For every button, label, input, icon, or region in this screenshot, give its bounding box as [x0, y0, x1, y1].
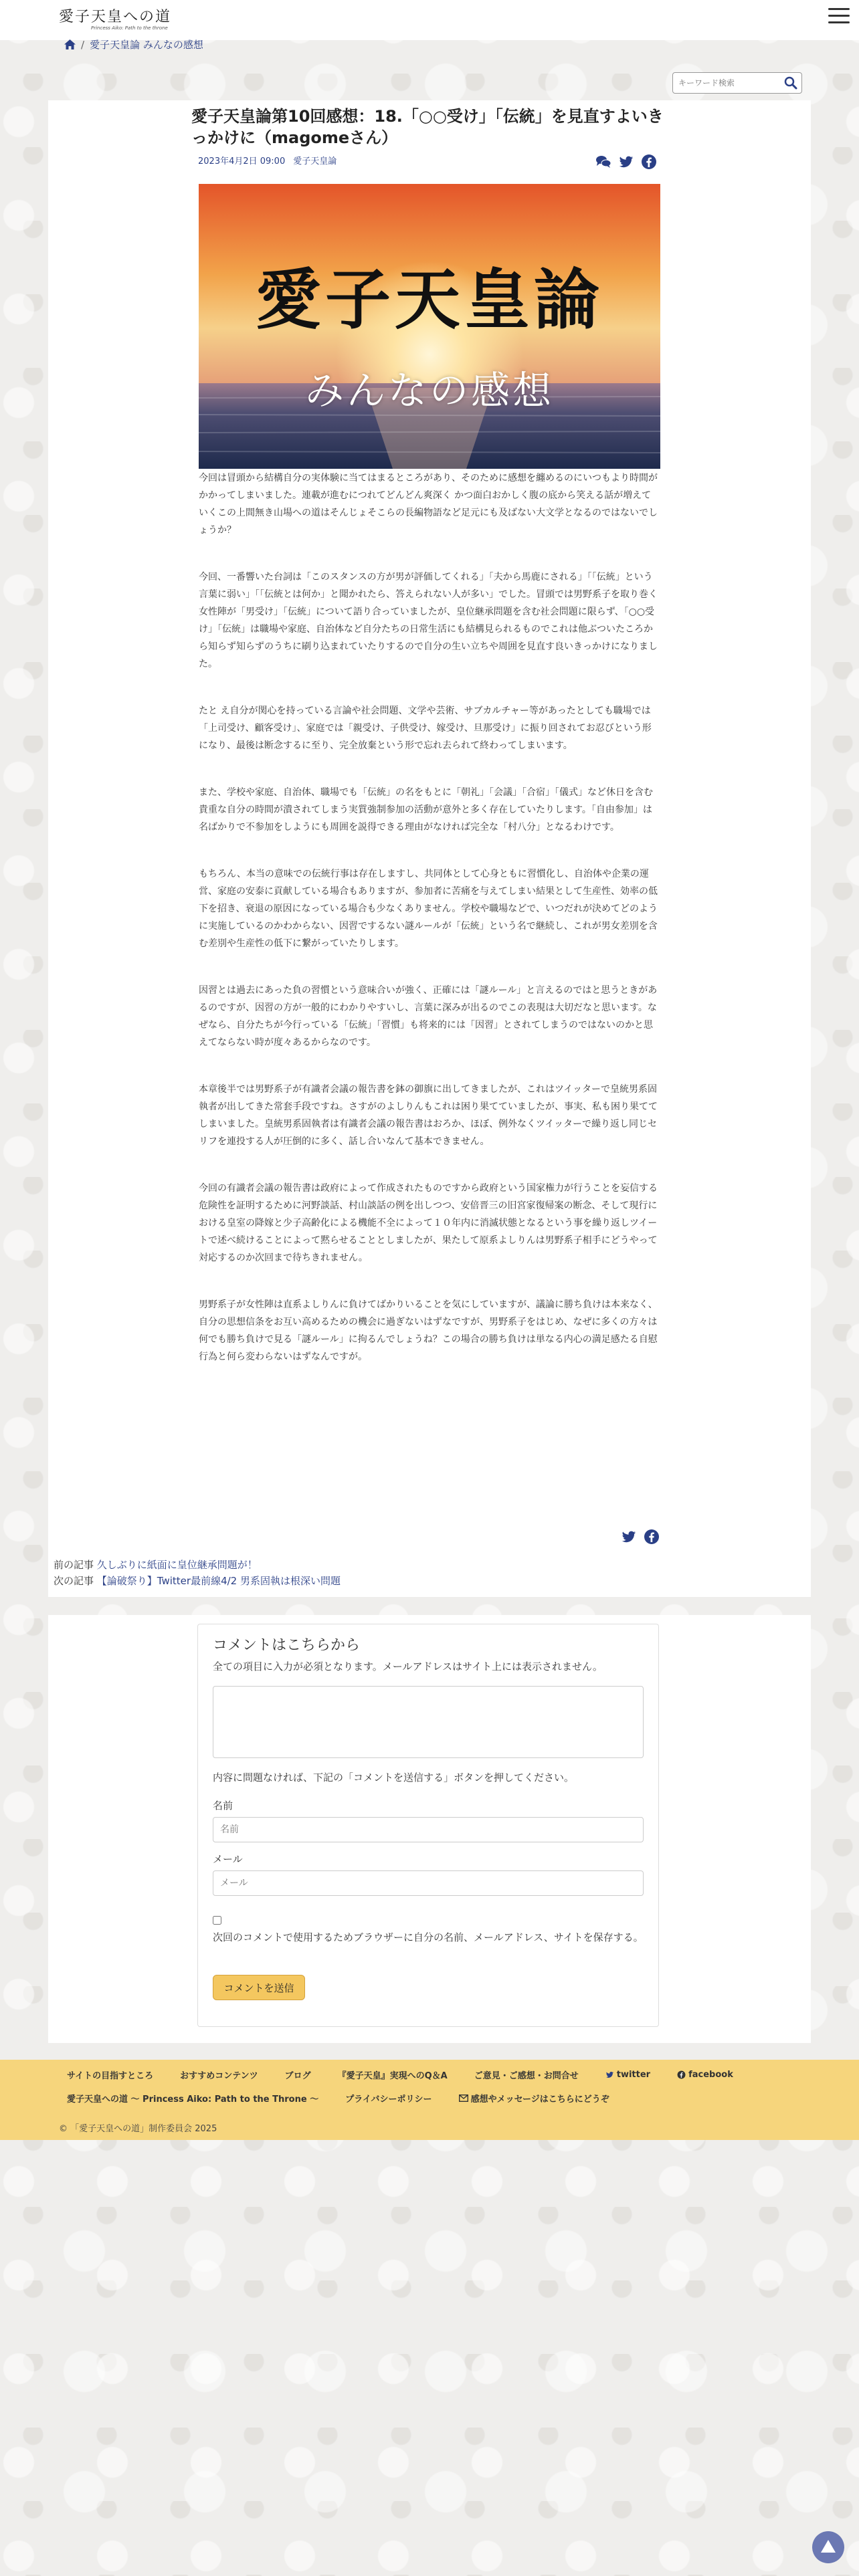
- name-label: 名前: [213, 1800, 233, 1812]
- paragraph: 今回、一番響いた台詞は「このスタンスの方が男が評価してくれる」「夫から馬鹿にされる」「「伝統」という言葉に弱い」「「伝統とは何か」と聞かれたら、答えられない人が多い」でした。冒頭では男野系子を取り巻く女性陣が「男受け」「伝統」について語り合っていましたが、皇位継承問題を含む社会問題に限らず、「○○受け」「伝統」は職場や家庭、自治体など自分たちの日常生活にも結構見られるものでこれは他ぶついたころから知らず知らずのうちに刷り込まれていたりするので自分の生い立ちや周囲を見直す良いきっかけになりました。: [199, 572, 658, 669]
- paragraph: 男野系子が女性陣は直系よしりんに負けてばかりいることを気にしていますが、議論に勝ち負けは本来なく、自分の思想信条をお互い高めるための機会に過ぎないはずなですが、男野系子をはじめ、なぜに多くの方々は何でも勝ち負けで見る「謎ルール」に拘るんでしょうね？この場合の勝ち負けは単なる内心の満足感たる自慰行為と何ら変わらないはずなんですが。: [199, 1299, 658, 1362]
- comment-heading: コメントはこちらから: [213, 1637, 361, 1654]
- footer-links-row-1: [67, 2068, 733, 2081]
- email-label: メール: [213, 1853, 243, 1865]
- comment-textarea[interactable]: [213, 1686, 644, 1758]
- share-buttons-top: [595, 154, 657, 170]
- prev-post-link[interactable]: 久しぶりに紙面に皇位継承問題が！: [96, 1559, 258, 1571]
- twitter-icon: [605, 2070, 614, 2079]
- comment-form: [197, 1624, 659, 2027]
- twitter-icon[interactable]: [621, 1529, 637, 1545]
- envelope-icon: [459, 2095, 468, 2102]
- paragraph: 今回は冒頭から結構自分の実体験に当てはまるところがあり、そのために感想を纏めるのにいつもより時間がかかってしまいました。連載が進むにつれてどんどん爽深く かつ面白おかしく腹の底から笑える話が増えていくこの上間無き山場への道はそんじょそこらの長編物語など足元にも及ばない大文学となるのではないでしょうか？: [199, 473, 658, 536]
- facebook-icon[interactable]: [641, 154, 657, 170]
- post-navigation: [54, 1557, 341, 1589]
- post-title: 愛子天皇論第10回感想：18.「○○受け」「伝統」を見直すよいきっかけに（magomeさん）: [191, 107, 664, 147]
- site-footer: [0, 2060, 859, 2140]
- logo-text: 愛子天皇への道: [59, 9, 172, 25]
- breadcrumb-separator: /: [81, 38, 85, 51]
- breadcrumb-category-link[interactable]: 愛子天皇論 みんなの感想: [90, 39, 203, 51]
- paragraph: もちろん、本当の意味での伝統行事は存在しますし、共同体として心身ともに習慣化し、自治体や企業の運営、家庭の安泰に貢献している場合もありますが、参加者に苦痛を与えてしまい結果として生産性、効率の低下を招き、衰退の原因になっている場合も少なくありません。学校や職場などで、いつだれが決めてどのように実施しているのかわからない、因習でするない謎ルールが「伝統」という名で継続し、これが男女差別を含む差別や生産性の低下に繋がっていたりします。: [199, 869, 658, 949]
- next-post-label: 次の記事: [54, 1575, 94, 1587]
- footer-facebook-label: facebook: [688, 2070, 733, 2080]
- site-logo[interactable]: [59, 5, 172, 32]
- hero-image: [199, 184, 660, 469]
- home-icon[interactable]: [64, 39, 76, 49]
- footer-link-twitter[interactable]: [605, 2070, 650, 2080]
- search-input[interactable]: [677, 76, 780, 90]
- footer-links-row-2: [67, 2092, 609, 2105]
- footer-twitter-label: twitter: [616, 2070, 651, 2080]
- email-field[interactable]: [213, 1870, 644, 1896]
- prev-post: [54, 1557, 341, 1573]
- facebook-icon: [677, 2070, 686, 2079]
- paragraph: たと え自分が関心を持っている言論や社会問題、文学や芸術、サブカルチャー等があったとしても職場では「上司受け、顧客受け」、家庭では「親受け、子供受け、嫁受け、旦那受け」に振り回されてお忍びという形になり、最後は断念するに至り、完全放棄という形で忘れ去られて終わってしまいます。: [199, 706, 652, 751]
- footer-link-contact[interactable]: ご意見・ご感想・お問合せ: [474, 2071, 579, 2081]
- name-field[interactable]: [213, 1817, 644, 1842]
- back-to-top-button[interactable]: [812, 2531, 844, 2563]
- site-header: [0, 0, 859, 40]
- share-buttons-bottom: [621, 1529, 660, 1545]
- next-post-link[interactable]: 【論破祭り】Twitter最前線4/2 男系固執は根深い問題: [96, 1575, 341, 1587]
- post-date: 2023年4月2日 09:00: [198, 156, 286, 167]
- footer-link-facebook[interactable]: [677, 2070, 733, 2080]
- copyright: © 「愛子天皇への道」制作委員会 2025: [59, 2124, 217, 2134]
- search-box: [672, 72, 802, 94]
- comments-icon[interactable]: [595, 154, 611, 170]
- submit-comment-button[interactable]: コメントを送信: [213, 1975, 305, 2000]
- footer-link-message[interactable]: [459, 2092, 609, 2105]
- article-body: [199, 469, 660, 1395]
- required-note: 全ての項目に入力が必須となります。メールアドレスはサイト上には表示されません。: [213, 1660, 603, 1673]
- breadcrumb: [64, 37, 203, 51]
- facebook-icon[interactable]: [644, 1529, 660, 1545]
- paragraph: 今回の有識者会議の報告書は政府によって作成されたものですから政府という国家権力が行うことを妄信する危険性を証明するために河野談話、村山談話の例を出しつつ、安倍晋三の旧宮家復帰案の断念、そして現行における皇室の降嫁と少子高齢化による機能不全によって１０年内に消滅状態となるという事を繰り返しツイートで述べ続けることによって黙らせることとしましたが、果たして原系よしりんは男野系子相手にどうやって対応するのか次回まで待ちきれません。: [199, 1183, 658, 1263]
- footer-link-privacy[interactable]: プライバシーポリシー: [345, 2095, 432, 2105]
- save-info-label: 次回のコメントで使用するためブラウザーに自分の名前、メールアドレス、サイトを保存する。: [213, 1931, 644, 1943]
- footer-link-recommended[interactable]: おすすめコンテンツ: [180, 2071, 258, 2081]
- confirm-note: 内容に問題なければ、下記の「コメントを送信する」ボタンを押してください。: [213, 1772, 575, 1784]
- prev-post-label: 前の記事: [54, 1559, 94, 1571]
- post-meta: [198, 154, 337, 167]
- paragraph: 本章後半では男野系子が有識者会議の報告書を鉢の御旗に出してきましたが、これはツイッターで皇統男系固執者が出してきた常套手段ですね。さすがのよしりんもこれは困り果てていましたが、事実、私も困り果ててしまいました。皇統男系固執者は有識者会議の報告書はおろか、ほぼ、例外なくツイッターで繰り返し同じセリフを連投する人が圧倒的に多く、話し合いなんて基本できません。: [199, 1084, 658, 1147]
- footer-message-label: 感想やメッセージはこちらにどうぞ: [470, 2095, 609, 2105]
- footer-link-about[interactable]: サイトの目指すところ: [67, 2071, 154, 2081]
- hero-title: 愛子天皇論: [255, 261, 603, 338]
- post-category-link[interactable]: 愛子天皇論: [293, 156, 337, 167]
- logo-subtitle: Princess Aiko: Path to the throne: [91, 25, 168, 31]
- search-icon[interactable]: [783, 75, 799, 91]
- hero-subtitle: みんなの感想: [304, 368, 554, 413]
- save-info-checkbox[interactable]: [213, 1916, 221, 1925]
- footer-link-qa[interactable]: 『愛子天皇』実現へのQ＆A: [337, 2071, 448, 2081]
- next-post: [54, 1573, 341, 1589]
- paragraph: 因習とは過去にあった負の習慣という意味合いが強く、正確には「謎ルール」と言えるのではと思うときがあるのですが、因習の方が一般的にわかりやすいし、言葉に深みが出るのでこの表現は大切だなと思います。なぜなら、自分たちが今行っている「伝統」「習慣」も将来的には「因習」とされてしまうのではないのかと思えてならない時が度々あるからなのです。: [199, 985, 658, 1048]
- footer-link-blog[interactable]: ブログ: [284, 2071, 311, 2081]
- twitter-icon[interactable]: [618, 154, 634, 170]
- footer-link-home[interactable]: 愛子天皇への道 ～ Princess Aiko: Path to the Throne ～: [67, 2095, 319, 2105]
- hamburger-menu-icon[interactable]: [828, 8, 850, 25]
- paragraph: また、学校や家庭、自治体、職場でも「伝統」の名をもとに「朝礼」「会議」「合宿」「儀式」など休日を含む貴重な自分の時間が潰されてしまう実質強制参加の活動が意外と多く存在していたりします。「自由参加」は名ばかりで不参加をしようにも周囲を説得できる理由がなければ完全な「村八分」となるわけです。: [199, 787, 653, 833]
- arrow-up-icon: [812, 2531, 844, 2563]
